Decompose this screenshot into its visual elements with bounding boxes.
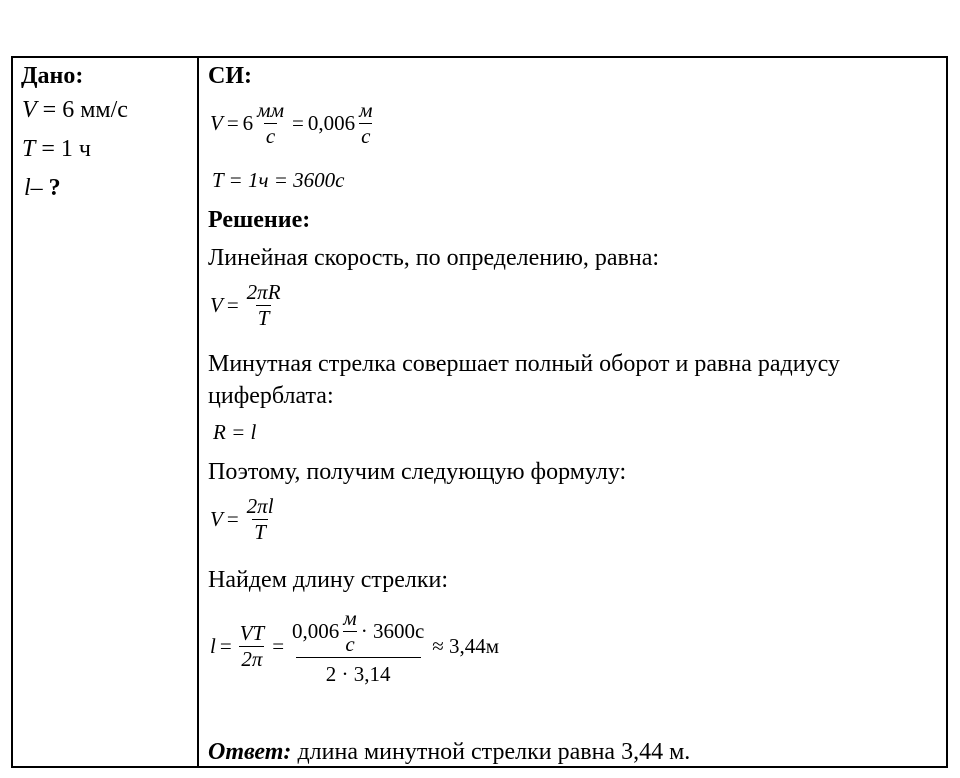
f4-big-num bbox=[290, 608, 426, 657]
f4-frac1-den: 2π bbox=[241, 647, 263, 671]
solution-p3: Поэтому, получим следующую формулу: bbox=[208, 459, 627, 485]
formula-r-equals-l: R = l bbox=[213, 420, 257, 444]
f3-den: T bbox=[254, 520, 266, 544]
f4-frac1 bbox=[238, 623, 267, 670]
si-v-eq2: = bbox=[291, 111, 304, 135]
si-v-eq1: = bbox=[226, 111, 239, 135]
given-unknown bbox=[24, 176, 61, 200]
given-unknown-dash: – bbox=[30, 175, 49, 201]
f3-eq: = bbox=[226, 507, 239, 531]
f4-eq1: = bbox=[219, 634, 232, 658]
si-v-a: 6 bbox=[242, 111, 254, 135]
given-unknown-symbol: l bbox=[24, 175, 31, 201]
given-period-symbol: T bbox=[22, 136, 36, 162]
given-velocity-value: = 6 мм/с bbox=[36, 97, 128, 123]
si-v-frac1-num: мм bbox=[257, 98, 284, 122]
f3-lhs: V bbox=[210, 507, 223, 531]
given-period bbox=[22, 137, 91, 161]
si-period-formula: T = 1ч = 3600c bbox=[212, 168, 345, 192]
f1-num: 2πR bbox=[246, 280, 281, 304]
answer-text: длина минутной стрелки равна 3,44 м. bbox=[291, 739, 691, 765]
f4-big-num-b: · 3600c bbox=[360, 619, 425, 643]
f3-frac bbox=[245, 496, 276, 543]
si-v-b: 0,006 bbox=[307, 111, 356, 135]
formula-velocity-l bbox=[210, 496, 278, 543]
f4-inner-num: м bbox=[343, 606, 357, 630]
si-v-frac1-den: c bbox=[265, 124, 276, 148]
formula-velocity-r bbox=[210, 282, 285, 329]
given-header: Дано: bbox=[21, 63, 84, 89]
given-unknown-question: ? bbox=[48, 175, 61, 201]
solution-p2a: Минутная стрелка совершает полный оборот и равна радиусу bbox=[208, 351, 840, 377]
solution-header: Решение: bbox=[208, 207, 311, 233]
f4-lhs: l bbox=[210, 634, 216, 658]
si-v-frac2-num: м bbox=[359, 98, 373, 122]
f4-big-num-a: 0,006 bbox=[292, 619, 340, 643]
solution-p4: Найдем длину стрелки: bbox=[208, 567, 448, 593]
f1-den: T bbox=[257, 306, 270, 330]
answer-line bbox=[208, 740, 690, 764]
column-divider bbox=[197, 56, 199, 768]
given-velocity bbox=[22, 98, 128, 122]
f1-frac bbox=[245, 282, 283, 329]
f4-approx: ≈ 3,44м bbox=[432, 634, 500, 658]
formula-length bbox=[210, 608, 503, 685]
f4-frac1-num: VT bbox=[239, 621, 265, 645]
given-velocity-symbol: V bbox=[22, 97, 37, 123]
f4-inner-frac bbox=[341, 608, 358, 655]
f4-eq2: = bbox=[272, 634, 285, 658]
f3-num: 2πl bbox=[246, 494, 274, 518]
solution-p1: Линейная скорость, по определению, равна: bbox=[208, 245, 660, 271]
answer-label: Ответ: bbox=[208, 739, 292, 765]
si-v-lhs: V bbox=[210, 111, 223, 135]
si-v-frac2-den: c bbox=[361, 124, 371, 148]
f4-big-den: 2 · 3,14 bbox=[296, 657, 421, 685]
solution-p2b: циферблата: bbox=[208, 383, 334, 409]
f1-lhs: V bbox=[210, 293, 223, 317]
f1-eq: = bbox=[226, 293, 239, 317]
si-velocity-formula bbox=[210, 100, 376, 147]
si-header: СИ: bbox=[208, 63, 252, 89]
si-v-frac1 bbox=[255, 100, 286, 147]
given-period-value: = 1 ч bbox=[35, 136, 91, 162]
f4-inner-den: c bbox=[345, 632, 355, 656]
si-v-frac2 bbox=[357, 100, 374, 147]
f4-big-frac bbox=[290, 608, 426, 685]
